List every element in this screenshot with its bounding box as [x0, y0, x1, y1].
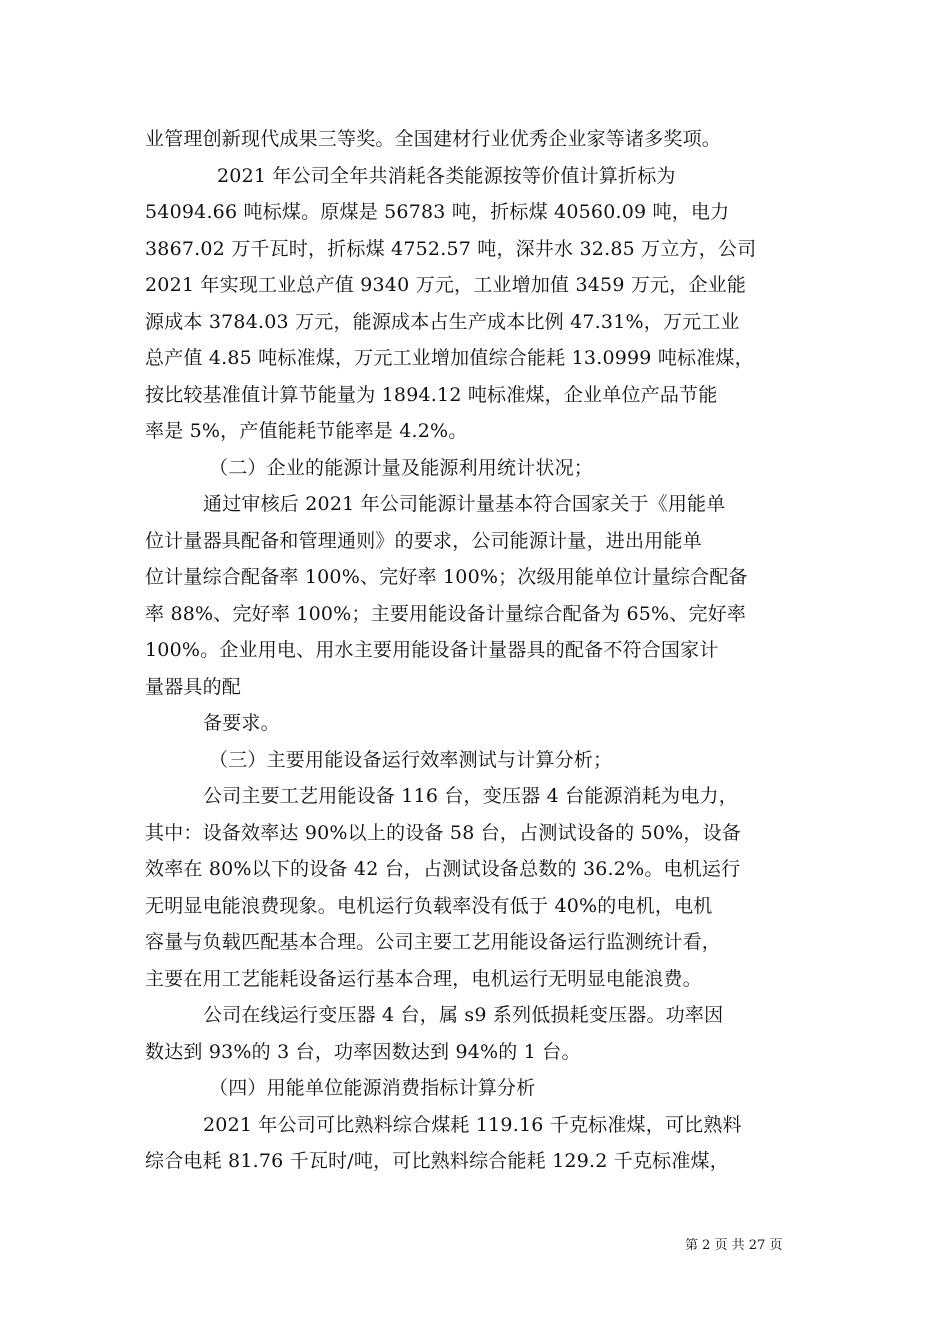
text-line: 公司主要工艺用能设备 116 台，变压器 4 台能源消耗为电力， — [203, 785, 738, 807]
text-line: 位计量器具配备和管理通则》的要求，公司能源计量，进出用能单 — [145, 529, 702, 552]
text-line: 100%。企业用电、用水主要用能设备计量器具的配备不符合国家计 — [145, 639, 719, 661]
text-line: 公司在线运行变压器 4 台，属 s9 系列低损耗变压器。功率因 — [203, 1004, 724, 1026]
text-line: 源成本 3784.03 万元，能源成本占生产成本比例 47.31%，万元工业 — [145, 310, 740, 333]
text-line: 效率在 80%以下的设备 42 台，占测试设备总数的 36.2%。电机运行 — [145, 858, 741, 880]
text-line: 通过审核后 2021 年公司能源计量基本符合国家关于《用能单 — [203, 493, 726, 515]
text-line: 3867.02 万千瓦时，折标煤 4752.57 吨，深井水 32.85 万立方，公司 — [145, 237, 757, 260]
text-line: 率 88%、完好率 100%；主要用能设备计量综合配备为 65%、完好率 — [145, 602, 747, 625]
section-heading: （二）企业的能源计量及能源利用统计状况； — [209, 456, 594, 479]
text-line: 其中：设备效率达 90%以上的设备 58 台，占测试设备的 50%，设备 — [145, 821, 741, 844]
text-line: 2021 年实现工业总产值 9340 万元，工业增加值 3459 万元，企业能 — [145, 274, 747, 296]
text-line: 容量与负载匹配基本合理。公司主要工艺用能设备运行监测统计看， — [145, 931, 722, 953]
text-line: 备要求。 — [203, 712, 280, 734]
text-line: 2021 年公司全年共消耗各类能源按等价值计算折标为 — [217, 164, 676, 187]
page-number-footer: 第 2 页 共 27 页 — [685, 1238, 783, 1253]
text-line: 无明显电能浪费现象。电机运行负载率没有低于 40%的电机，电机 — [145, 894, 713, 917]
text-line: 总产值 4.85 吨标准煤，万元工业增加值综合能耗 13.0999 吨标准煤， — [145, 347, 754, 369]
text-line: 主要在用工艺能耗设备运行基本合理，电机运行无明显电能浪费。 — [145, 967, 702, 990]
body-text — [145, 121, 815, 1180]
section-heading: （三）主要用能设备运行效率测试与计算分析； — [209, 748, 613, 771]
text-line: 2021 年公司可比熟料综合煤耗 119.16 千克标准煤，可比熟料 — [203, 1113, 742, 1136]
text-line: 按比较基准值计算节能量为 1894.12 吨标准煤，企业单位产品节能 — [145, 383, 718, 406]
text-line: 综合电耗 81.76 千瓦时/吨，可比熟料综合能耗 129.2 千克标准煤， — [145, 1150, 729, 1172]
text-line: 位计量综合配备率 100%、完好率 100%；次级用能单位计量综合配备 — [145, 566, 748, 588]
text-line: 业管理创新现代成果三等奖。全国建材行业优秀企业家等诸多奖项。 — [145, 128, 722, 150]
text-line: 率是 5%，产值能耗节能率是 4.2%。 — [145, 420, 468, 442]
section-heading: （四）用能单位能源消费指标计算分析 — [209, 1077, 536, 1099]
text-line: 数达到 93%的 3 台，功率因数达到 94%的 1 台。 — [145, 1040, 581, 1063]
text-line: 54094.66 吨标煤。原煤是 56783 吨，折标煤 40560.09 吨，电力 — [145, 201, 730, 223]
text-line: 量器具的配 — [145, 675, 242, 698]
